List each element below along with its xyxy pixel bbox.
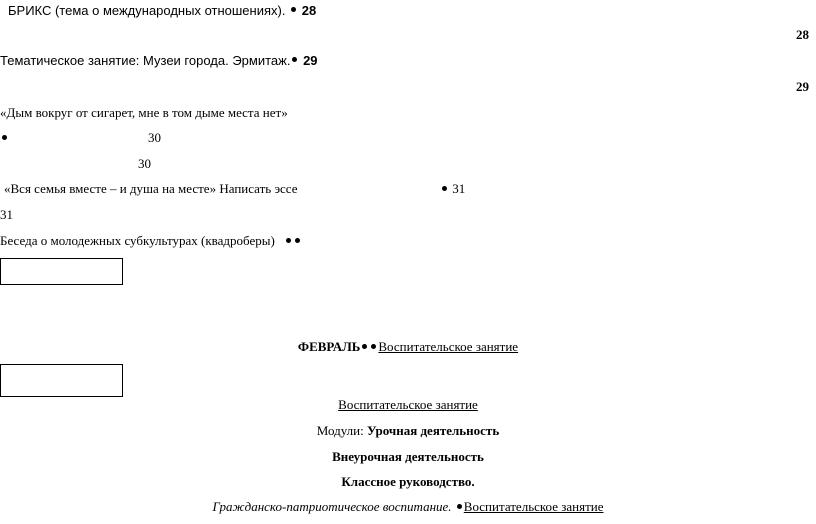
civic-line bbox=[0, 499, 816, 515]
smoke-text: «Дым вокруг от сигарет, мне в том дыме места нет» bbox=[0, 105, 288, 120]
number-28-right: 28 bbox=[796, 27, 809, 42]
modules-line bbox=[0, 423, 816, 439]
bullet-icon bbox=[292, 57, 297, 62]
number-29-right: 29 bbox=[796, 79, 809, 94]
museum-text: Тематическое занятие: Музеи города. Эрмитаж. bbox=[0, 53, 291, 68]
activity-link-2[interactable]: Воспитательское занятие bbox=[338, 397, 478, 412]
family-number: 31 bbox=[452, 181, 466, 196]
civic-text: Гражданско-патриотическое воспитание. bbox=[212, 499, 452, 514]
module-class-guidance: Классное руководство. bbox=[341, 474, 475, 489]
module-lesson: Урочная деятельность bbox=[367, 423, 500, 438]
family-text: «Вся семья вместе – и душа на месте» Написать эссе bbox=[4, 181, 298, 196]
february-heading bbox=[0, 339, 816, 355]
bullet-row bbox=[0, 130, 9, 146]
family-number-group bbox=[440, 181, 465, 197]
number-31-left: 31 bbox=[0, 207, 13, 222]
number-30-a: 30 bbox=[148, 130, 161, 145]
subcultures-row bbox=[0, 233, 302, 249]
brics-row bbox=[8, 3, 316, 19]
bullet-icon bbox=[295, 238, 300, 243]
museum-number: 29 bbox=[303, 53, 318, 68]
number-30-b: 30 bbox=[138, 156, 151, 171]
activity-link-3[interactable]: Воспитательское занятие bbox=[463, 499, 604, 514]
bullet-icon bbox=[371, 344, 376, 349]
february-month: ФЕВРАЛЬ bbox=[297, 339, 361, 354]
bullet-icon bbox=[457, 504, 462, 509]
bullet-icon bbox=[442, 186, 447, 191]
modules-label: Модули: bbox=[316, 423, 367, 438]
museum-row bbox=[0, 53, 318, 69]
empty-box bbox=[0, 258, 123, 285]
bullet-icon bbox=[286, 238, 291, 243]
subcultures-text: Беседа о молодежных субкультурах (квадроберы) bbox=[0, 233, 275, 248]
brics-number: 28 bbox=[301, 3, 317, 18]
activity-link-1[interactable]: Воспитательское занятие bbox=[378, 339, 519, 354]
bullet-icon bbox=[291, 7, 296, 12]
bullet-icon bbox=[362, 344, 367, 349]
brics-text: БРИКС (тема о международных отношениях). bbox=[8, 3, 286, 18]
bullet-icon bbox=[2, 135, 7, 140]
empty-box bbox=[0, 364, 123, 397]
module-extracurricular: Внеурочная деятельность bbox=[332, 449, 484, 464]
